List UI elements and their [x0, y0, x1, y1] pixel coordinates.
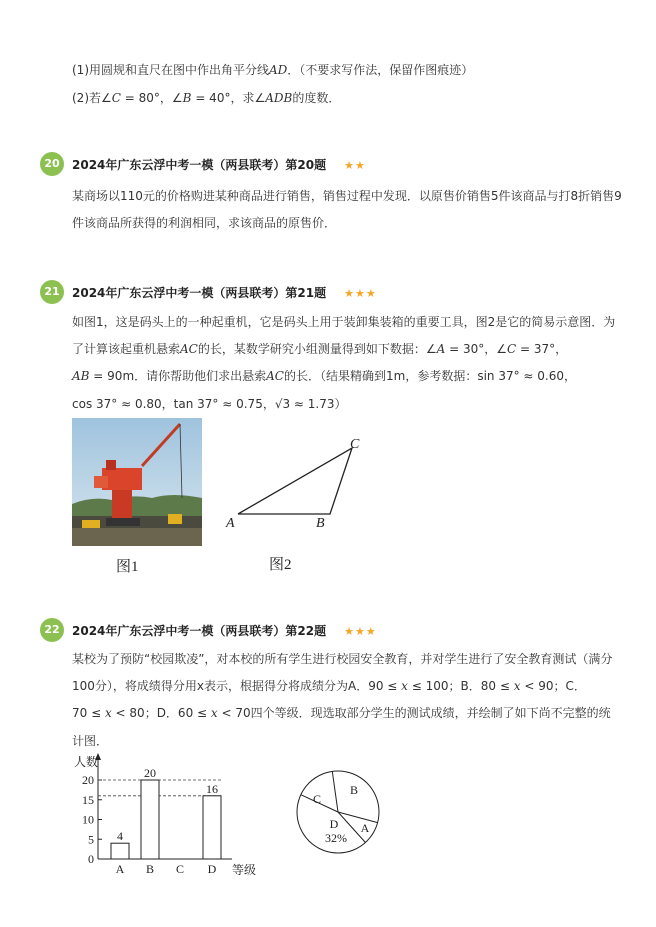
y-tick-label: 10: [82, 812, 94, 827]
q22-difficulty-stars: ★★★: [344, 625, 377, 638]
y-tick-label: 5: [88, 832, 94, 847]
q21-title: 2024年广东云浮中考一模（两县联考）第21题 ★★★: [72, 286, 377, 300]
x-tick-label: D: [207, 862, 217, 876]
x-axis-title: 等级: [232, 863, 257, 877]
label-b: B: [316, 516, 325, 531]
q21-text-line1: 如图1，这是码头上的一种起重机，它是码头上用于装卸集装箱的重要工具，图2是它的简易示意图．为: [72, 315, 616, 329]
q22-title: 2024年广东云浮中考一模（两县联考）第22题 ★★★: [72, 624, 377, 638]
y-axis-title: 人数: [74, 755, 99, 769]
crane-photo: [72, 418, 202, 546]
pie-label-c: C: [312, 792, 322, 806]
bar-a: [111, 843, 129, 859]
q22-text-line4: 计图．: [72, 734, 109, 748]
q22-text-line1: 某校为了预防“校园欺凌”，对本校的所有学生进行校园安全教育，并对学生进行了安全教育测试（满分: [72, 652, 613, 666]
y-tick-label: 0: [88, 852, 94, 866]
x-tick-label: B: [145, 862, 155, 876]
q20-title: 2024年广东云浮中考一模（两县联考）第20题 ★★: [72, 158, 366, 172]
q21-difficulty-stars: ★★★: [344, 287, 377, 300]
label-c: C: [350, 437, 360, 452]
q19-part2: (2)若∠C = 80°，∠B = 40°，求∠ADB的度数．: [72, 91, 341, 105]
label-a: A: [226, 516, 235, 531]
q21-number-badge: 21: [40, 280, 64, 304]
q21-text-line3: AB = 90m．请你帮助他们求出悬索AC的长．（结果精确到1m，参考数据：sin 37° ≈ 0.60，: [72, 369, 577, 383]
q21-text-line2: 了计算该起重机悬索AC的长，某数学研究小组测量得到如下数据：∠A = 30°，∠C = 37°，: [72, 342, 568, 356]
q21-text-line4: cos 37° ≈ 0.80，tan 37° ≈ 0.75，√3 ≈ 1.73）: [72, 397, 347, 411]
bar-b: [141, 780, 159, 859]
q19-part1: (1)用圆规和直尺在图中作出角平分线AD．（不要求写作法，保留作图痕迹）: [72, 63, 474, 77]
q20-difficulty-stars: ★★: [344, 159, 366, 172]
q20-number-badge: 20: [40, 152, 64, 176]
bar-value-label: 4: [117, 829, 123, 844]
q20-text-line2: 件该商品所获得的利润相同，求该商品的原售价．: [72, 216, 337, 230]
q22-text-line3: 70 ≤ x < 80；D．60 ≤ x < 70四个等级．现选取部分学生的测试成绩，并绘制了如下尚不完整的统: [72, 706, 611, 720]
triangle-diagram: [220, 432, 370, 532]
pie-label-a: A: [360, 821, 370, 835]
y-tick-label: 15: [82, 792, 94, 807]
q20-text-line1: 某商场以110元的价格购进某种商品进行销售，销售过程中发现．以原售价销售5件该商品与打8折销售9: [72, 189, 622, 203]
bar-chart: [70, 750, 270, 880]
figure1-caption: 图1: [116, 559, 139, 575]
bar-value-label: 20: [144, 766, 156, 780]
y-tick-label: 20: [82, 773, 94, 787]
x-tick-label: A: [115, 862, 125, 876]
bar-d: [203, 796, 221, 859]
pie-chart: [290, 770, 390, 856]
q22-number-badge: 22: [40, 618, 64, 642]
figure2-caption: 图2: [269, 557, 292, 573]
x-tick-label: C: [175, 862, 185, 876]
bar-value-label: 16: [206, 781, 218, 796]
pie-label-d-percent: 32%: [325, 831, 347, 845]
q22-text-line2: 100分），将成绩得分用x表示，根据得分将成绩分为A．90 ≤ x ≤ 100；B．80 ≤ x < 90；C．: [72, 679, 586, 693]
pie-label-b: B: [349, 783, 359, 797]
pie-label-d: D: [329, 817, 339, 831]
